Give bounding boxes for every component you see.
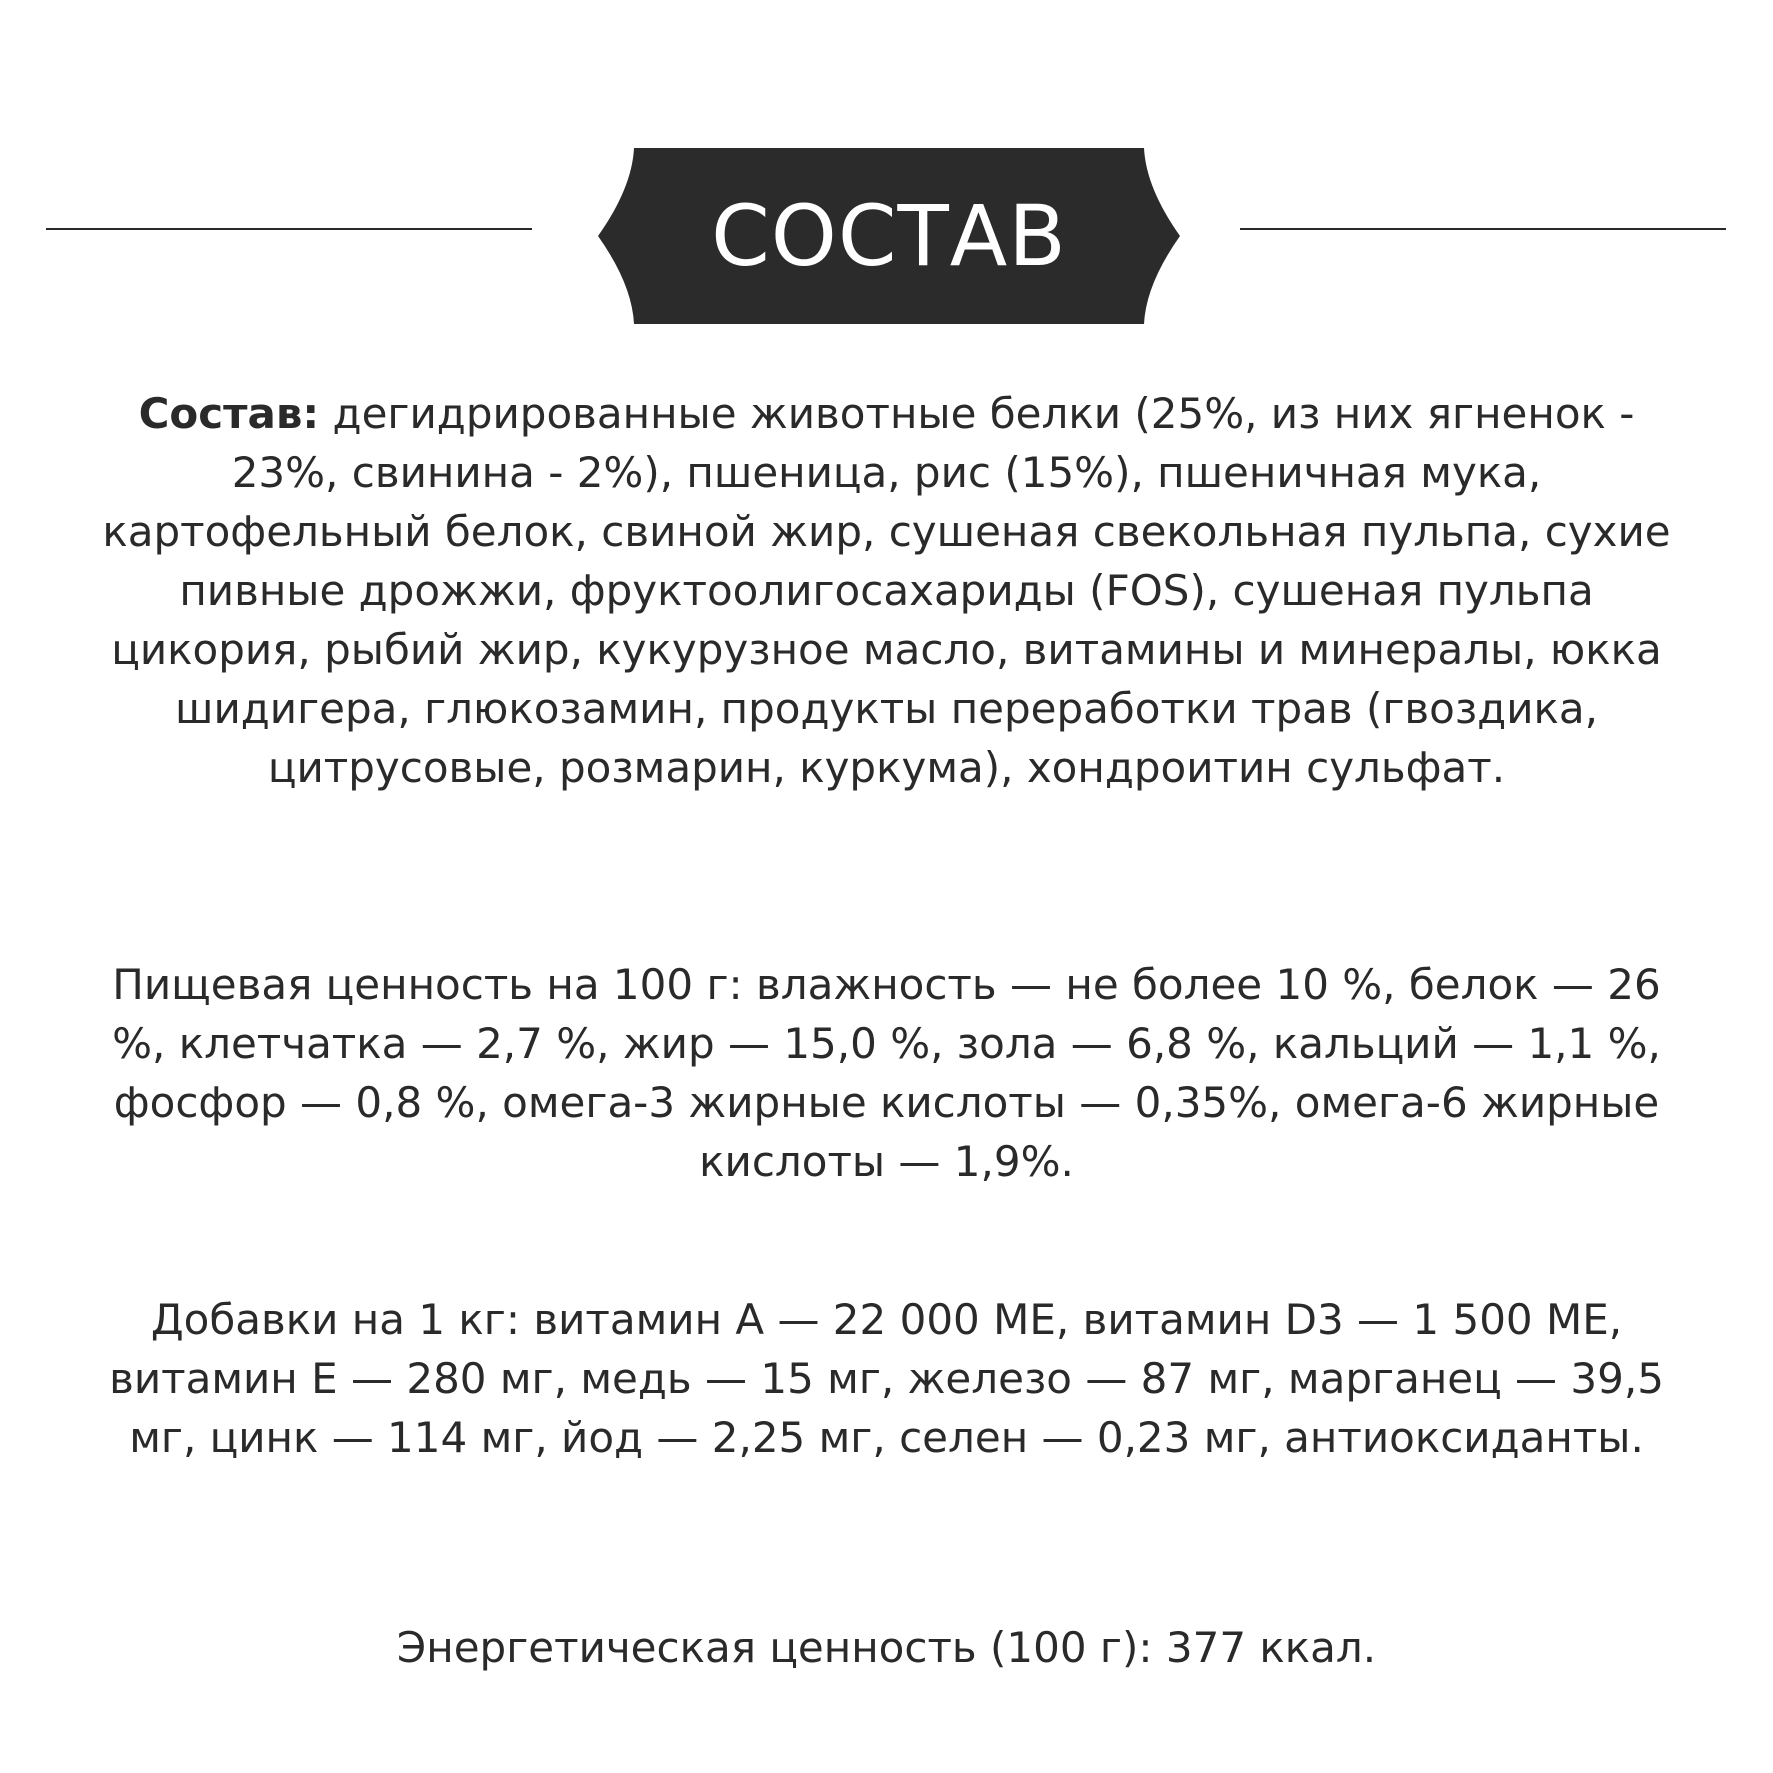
divider-right (1240, 228, 1726, 230)
page-title: СОСТАВ (711, 187, 1067, 285)
additives-paragraph: Добавки на 1 кг: витамин А — 22 000 МЕ, витамин D3 — 1 500 МЕ, витамин Е — 280 мг, медь — 15 мг, железо — 87 мг, марганец — 39,5 мг, цинк — 114 мг, йод — 2,25 мг, селен — 0,23 мг, антиоксиданты. (109, 1295, 1664, 1462)
title-banner (598, 148, 1180, 324)
nutrition-paragraph: Пищевая ценность на 100 г: влажность — не более 10 %, белок — 26 %, клетчатка — 2,7 %, жир — 15,0 %, зола — 6,8 %, кальций — 1,1 %, фосфор — 0,8 %, омега-3 жирные кислоты — 0,35%, омега-6 жирные кислоты — 1,9%. (112, 960, 1661, 1186)
divider-left (46, 228, 532, 230)
energy-paragraph: Энергетическая ценность (100 г): 377 ккал. (396, 1623, 1377, 1672)
composition-text: дегидрированные животные белки (25%, из них ягненок - 23%, свинина - 2%), пшеница, рис (15%), пшеничная мука, картофельный белок, свиной жир, сушеная свекольная пульпа, сухие пивные дрожжи, фруктоолигосахариды (FOS), сушеная пульпа цикория, рыбий жир, кукурузное масло, витамины и минералы, юкка шидигера, глюкозамин, продукты переработки трав (гвоздика, цитрусовые, розмарин, куркума), хондроитин сульфат. (102, 389, 1671, 792)
composition-paragraph (100, 384, 1673, 797)
composition-label: Состав: (138, 389, 320, 438)
